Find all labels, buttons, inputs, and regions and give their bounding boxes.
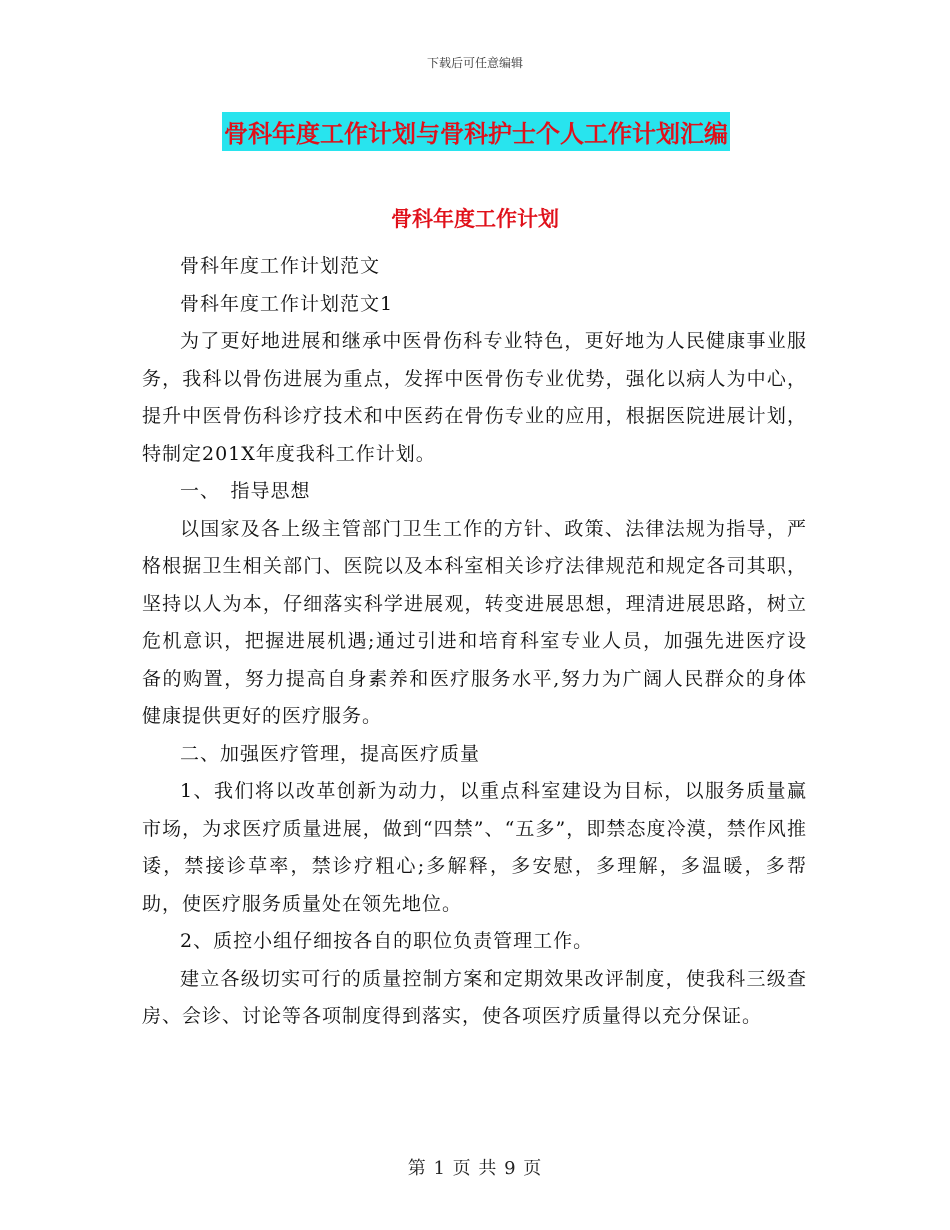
paragraph-4: 一、 指导思想 [180, 480, 311, 502]
paragraph-9: 建立各级切实可行的质量控制方案和定期效果改评制度，使我科三级查房、会诊、讨论等各项制度得到落实，使各项医疗质量得以充分保证。 [142, 967, 807, 1027]
paragraph-3: 为了更好地进展和继承中医骨伤科专业特色，更好地为人民健康事业服务，我科以骨伤进展为重点，发挥中医骨伤专业优势，强化以病人为中心，提升中医骨伤科诊疗技术和中医药在骨伤专业的应用，根据医院进展计划，特制定201X年度我科工作计划。 [142, 330, 807, 465]
paragraph-6: 二、加强医疗管理，提高医疗质量 [180, 742, 481, 765]
paragraph-5: 以国家及各上级主管部门卫生工作的方针、政策、法律法规为指导，严格根据卫生相关部门、医院以及本科室相关诊疗法律规范和规定各司其职，坚持以人为本，仔细落实科学进展观，转变进展思想，理清进展思路，树立危机意识，把握进展机遇;通过引进和培育科室专业人员，加强先进医疗设备的购置，努力提高自身素养和医疗服务水平,努力为广阔人民群众的身体健康提供更好的医疗服务。 [142, 517, 807, 727]
paragraph-1: 骨科年度工作计划范文 [180, 255, 381, 277]
document-title: 骨科年度工作计划与骨科护士个人工作计划汇编 [222, 112, 730, 151]
header-note: 下载后可任意编辑 [426, 56, 523, 70]
paragraph-7: 1、我们将以改革创新为动力，以重点科室建设为目标，以服务质量赢市场，为求医疗质量进展，做到“四禁”、“五多”，即禁态度冷漠，禁作风推诿，禁接诊草率，禁诊疗粗心;多解释，多安慰，多理解，多温暖，多帮助，使医疗服务质量处在领先地位。 [142, 780, 807, 915]
body-text [142, 248, 807, 1036]
paragraph-2: 骨科年度工作计划范文1 [180, 292, 394, 315]
section-title: 骨科年度工作计划 [391, 207, 559, 231]
paragraph-8: 2、质控小组仔细按各自的职位负责管理工作。 [180, 930, 594, 952]
page-footer: 第 1 页 共 9 页 [407, 1158, 543, 1179]
